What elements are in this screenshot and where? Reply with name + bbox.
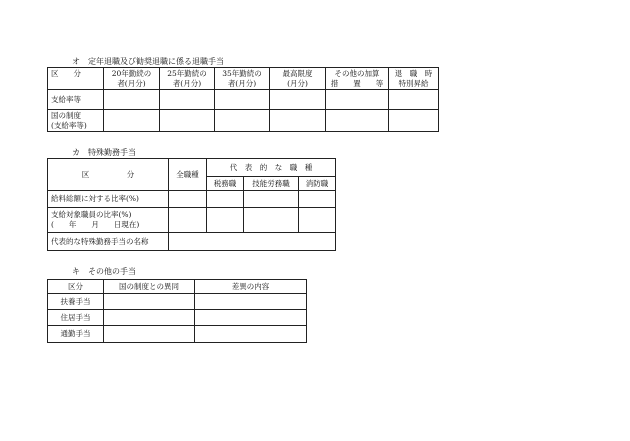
header-representative-occupations [207,159,335,176]
header-25-years [160,68,214,89]
row-allowance-name-text: 代表的な特殊勤務手当の名称 [51,236,149,246]
row-allowance-name-label [48,233,167,250]
header-technical-labor [244,177,298,190]
header-tax-office-text: 税務職 [213,178,237,188]
row-eligible-ratio-line2: ( 年 月 日現在) [51,220,140,229]
header-special-raise [389,68,438,89]
header-representative-text: 代 表 的 な 職 種 [229,162,313,172]
row-salary-ratio-label [48,191,167,207]
header-special-raise-line1: 退 職 時 [394,68,433,78]
header-special-raise-line2: 特別昇給 [398,78,429,88]
row-shikyu-text: 支給率等 [51,94,81,104]
header-kubun [48,68,103,79]
header-other-additions [326,68,388,89]
header-20-years-line1: 20年勤続の [111,68,152,78]
header-kubun-text: 区 分 [51,68,81,78]
header-25-years-line2: 者(月分) [172,78,202,88]
row-salary-ratio-text: 給料総額に対する比率(%) [51,194,139,203]
header-kubun [48,280,103,293]
row-commuting-allowance-text: 通勤手当 [60,329,91,338]
header-fire-service-text: 消防職 [305,178,329,188]
row-dependent-allowance-text: 扶養手当 [60,296,91,306]
header-20-years [104,68,159,89]
section-o-title: オ 定年退職及び勧奨退職に係る退職手当 [72,57,224,66]
header-national-comparison [104,280,194,293]
header-kubun-text: 区 分 [81,169,135,179]
header-all-occupations [169,159,206,190]
header-all-occupations-text: 全職種 [176,169,199,179]
header-max-limit [270,68,325,89]
header-35-years [215,68,269,89]
row-kuni-line2: (支給率等) [51,120,87,130]
header-max-limit-line1: 最高限度 [282,68,313,78]
header-max-limit-line2: (月分) [287,78,308,88]
header-kubun-text: 区分 [68,281,83,291]
header-other-additions-line1: その他の加算 [334,68,380,78]
header-35-years-line2: 者(月分) [227,78,257,88]
header-20-years-line2: 者(月分) [117,78,146,88]
header-national-comparison-text: 国の制度との異同 [119,281,179,291]
section-ka-title: カ 特殊勤務手当 [72,148,136,157]
header-other-additions-line2: 措 置 等 [330,78,384,88]
row-kuni-label [48,110,103,131]
header-kubun [48,159,168,190]
header-technical-labor-text: 技能労務職 [252,178,290,188]
header-25-years-line1: 25年勤続の [167,68,207,78]
row-eligible-ratio-label [48,208,167,232]
special-duty-allowance-table [47,158,336,251]
row-housing-allowance [48,310,103,325]
other-allowances-table [47,279,307,343]
row-dependent-allowance [48,294,103,309]
header-difference-details-text: 差異の内容 [231,281,270,291]
section-ki-title: キ その他の手当 [72,267,136,276]
row-eligible-ratio-line1: 支給対象職員の比率(%) [51,210,132,219]
header-35-years-line1: 35年勤続の [222,68,262,78]
retirement-allowance-table [47,67,439,132]
row-kuni-line1: 国の制度 [51,110,81,120]
row-commuting-allowance [48,326,103,342]
header-tax-office [207,177,243,190]
row-shikyu-label [48,90,103,109]
header-fire-service [299,177,335,190]
header-difference-details [195,280,306,293]
row-housing-allowance-text: 住居手当 [60,312,91,322]
